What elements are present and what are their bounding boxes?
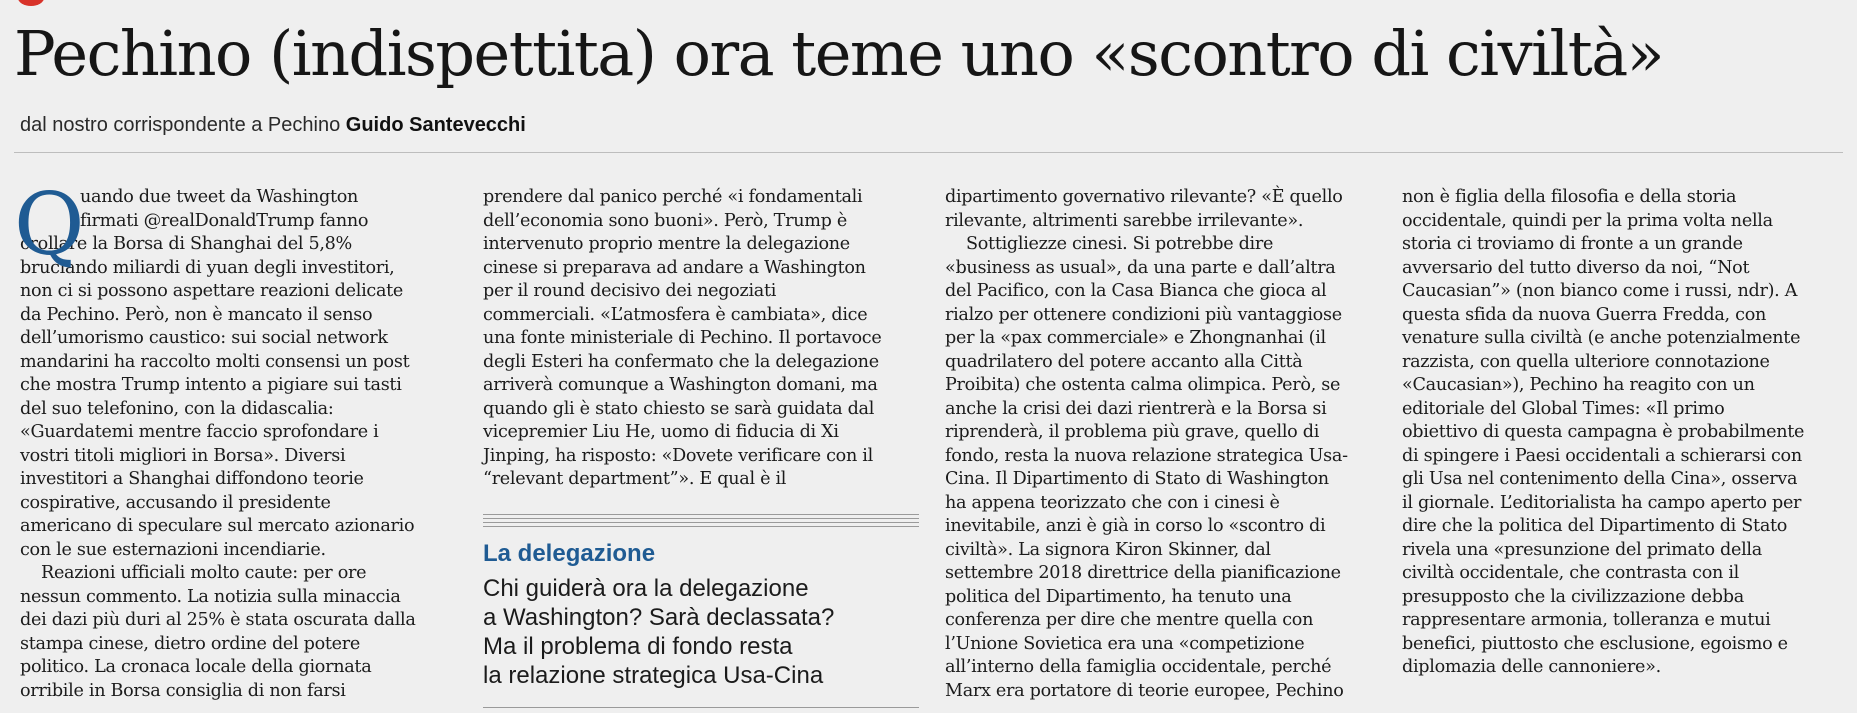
text-line: all’interno della famiglia occidentale, perché xyxy=(945,657,1332,677)
article-column-1 xyxy=(14,175,440,703)
text-line: avversario del tutto diverso da noi, “Not xyxy=(1402,257,1750,278)
text-line: firmati @realDonaldTrump fanno xyxy=(80,210,369,231)
text-line: rilevante, altrimenti sarebbe irrilevante». xyxy=(945,210,1304,231)
text-line: “relevant department”». E qual è il xyxy=(483,469,787,489)
sidebar-box-line: a Washington? Sarà declassata? xyxy=(483,604,835,631)
text-line: razzista, con quella ulteriore connotazione xyxy=(1402,351,1770,372)
text-line: per il round decisivo dei negoziati xyxy=(483,281,777,301)
text-line: nessun commento. La notizia sulla minaccia xyxy=(20,586,401,607)
text-line: dire che la politica del Dipartimento di Stato xyxy=(1402,516,1788,536)
sidebar-box-rules xyxy=(483,514,919,530)
text-line: questa sfida da nuova Guerra Fredda, con xyxy=(1402,304,1767,325)
text-line: il giornale. L’editorialista ha campo aperto per xyxy=(1402,492,1802,513)
text-span: Sottigliezze cinesi. Si potrebbe dire xyxy=(966,234,1274,254)
sidebar-box-text xyxy=(483,574,923,690)
text-line: dell’umorismo caustico: sui social network xyxy=(20,328,388,348)
text-line: «business as usual», da una parte e dall’altra xyxy=(945,257,1336,278)
text-span: Reazioni ufficiali molto caute: per ore xyxy=(41,563,367,583)
text-line: Proibita) che ostenta calma olimpica. Però, se xyxy=(945,375,1341,395)
text-line: rivela una «presunzione del primato della xyxy=(1402,539,1762,560)
text-line: investitori a Shanghai diffondono teorie xyxy=(20,469,364,489)
text-line: del Pacifico, con la Casa Bianca che gioca al xyxy=(945,281,1327,301)
text-line: occidentale, quindi per la prima volta nella xyxy=(1402,210,1773,231)
text-line: civiltà occidentale, che contrasta con il xyxy=(1402,563,1739,583)
text-line: editoriale del Global Times: «Il primo xyxy=(1402,398,1725,419)
text-line: degli Esteri ha confermato che la delegazione xyxy=(483,351,879,372)
text-line: del suo telefonino, con la didascalia: xyxy=(20,398,334,419)
text-line: l’Unione Sovietica era una «competizione xyxy=(945,633,1305,654)
text-line: uando due tweet da Washington xyxy=(80,187,359,207)
text-line: benefici, piuttosto che esclusione, egoismo e xyxy=(1402,633,1788,654)
text-line: mandarini ha raccolto molti consensi un post xyxy=(20,351,410,372)
text-line: di spingere i Paesi occidentali a schierarsi con xyxy=(1402,445,1802,466)
text-line: storia ci troviamo di fronte a un grande xyxy=(1402,234,1743,254)
text-line: Marx era portatore di teorie europee, Pechino xyxy=(945,680,1344,701)
sidebar-box-line: la relazione strategica Usa-Cina xyxy=(483,662,824,689)
sidebar-box-line: Chi guiderà ora la delegazione xyxy=(483,575,809,602)
text-line: presupposto che la civilizzazione debba xyxy=(1402,586,1744,607)
text-line-indent xyxy=(945,233,1365,257)
text-line: diplomazia delle cannoniere». xyxy=(1402,657,1661,677)
sidebar-box-title: La delegazione xyxy=(483,540,656,567)
byline-author: Guido Santevecchi xyxy=(345,114,526,136)
text-line: non è figlia della filosofia e della storia xyxy=(1402,187,1737,207)
text-line: politico. La cronaca locale della giornata xyxy=(20,657,372,677)
text-line: quando gli è stato chiesto se sarà guidata dal xyxy=(483,398,875,419)
text-line: intervenuto proprio mentre la delegazione xyxy=(483,234,850,254)
text-line: commerciali. «L’atmosfera è cambiata», dice xyxy=(483,304,868,325)
drop-cap: Q xyxy=(14,175,85,275)
text-line: vicepremier Liu He, uomo di fiducia di Xi xyxy=(483,422,839,442)
text-line: gli Usa nel contenimento della Cina», osserva xyxy=(1402,469,1798,489)
text-line: Jinping, ha risposto: «Dovete verificare con il xyxy=(483,445,873,466)
article-column-3 xyxy=(945,186,1365,703)
text-line: Caucasian”» (non bianco come i russi, ndr). A xyxy=(1402,281,1798,301)
byline-prefix: dal nostro corrispondente a Pechino xyxy=(20,114,341,136)
header-divider xyxy=(14,152,1843,153)
text-line: anche la crisi dei dazi rientrerà e la Borsa si xyxy=(945,398,1327,419)
text-line-indent xyxy=(20,562,440,586)
text-line: americano di speculare sul mercato azionario xyxy=(20,516,415,536)
text-line: che mostra Trump intento a pigiare sui tasti xyxy=(20,375,402,395)
text-line: ha appena teorizzato che con i cinesi è xyxy=(945,492,1280,513)
text-line: Cina. Il Dipartimento di Stato di Washington xyxy=(945,469,1329,489)
text-line: quadrilatero del potere accanto alla Città xyxy=(945,351,1303,372)
text-line: con le sue esternazioni incendiarie. xyxy=(20,539,326,560)
text-line: da Pechino. Però, non è mancato il senso xyxy=(20,304,373,325)
text-line: vostri titoli migliori in Borsa». Diversi xyxy=(20,445,346,466)
article-column-4 xyxy=(1402,186,1842,680)
text-line: cinese si preparava ad andare a Washington xyxy=(483,257,866,278)
text-line: politica del Dipartimento, ha tenuto una xyxy=(945,586,1292,607)
text-line: dei dazi più duri al 25% è stata oscurata dalla xyxy=(20,610,416,630)
text-line: riprenderà, il problema più grave, quello di xyxy=(945,422,1320,442)
text-line: prendere dal panico perché «i fondamentali xyxy=(483,187,863,207)
sidebar-box-line: Ma il problema di fondo resta xyxy=(483,633,793,660)
text-line: fondo, resta la nuova relazione strategica Usa- xyxy=(945,445,1348,466)
text-line: crollare la Borsa di Shanghai del 5,8% xyxy=(20,234,352,254)
text-line: stampa cinese, dietro ordine del potere xyxy=(20,633,361,654)
sidebar-box-bottom-rule xyxy=(483,707,919,708)
text-line: una fonte ministeriale di Pechino. Il portavoce xyxy=(483,328,882,348)
text-line: conferenza per dire che mentre quella con xyxy=(945,610,1314,630)
text-line: non ci si possono aspettare reazioni delicate xyxy=(20,281,404,301)
text-line: bruciando miliardi di yuan degli investitori, xyxy=(20,257,395,278)
text-line: rialzo per ottenere condizioni più vantaggiose xyxy=(945,304,1342,325)
text-line: civiltà». La signora Kiron Skinner, dal xyxy=(945,539,1271,560)
headline: Pechino (indispettita) ora teme uno «scontro di civiltà» xyxy=(14,17,1664,90)
text-line: inevitabile, anzi è già in corso lo «scontro di xyxy=(945,516,1326,536)
text-line: rappresentare armonia, tolleranza e mutui xyxy=(1402,610,1771,630)
text-line: dell’economia sono buoni». Però, Trump è xyxy=(483,210,847,231)
text-line: orribile in Borsa consiglia di non farsi xyxy=(20,680,346,701)
text-line: «Caucasian»), Pechino ha reagito con un xyxy=(1402,375,1755,395)
text-line: settembre 2018 direttrice della pianificazione xyxy=(945,563,1341,583)
text-line: cospirative, accusando il presidente xyxy=(20,492,331,513)
article-column-2 xyxy=(483,186,903,492)
text-line: dipartimento governativo rilevante? «È quello xyxy=(945,187,1343,207)
text-line: per la «pax commerciale» e Zhongnanhai (il xyxy=(945,328,1326,348)
text-line: «Guardatemi mentre faccio sprofondare i xyxy=(20,422,379,442)
text-line: obiettivo di questa campagna è probabilmente xyxy=(1402,422,1805,442)
byline xyxy=(20,114,526,137)
text-line: venature sulla civiltà (e anche potenzialmente xyxy=(1402,328,1801,348)
text-line: arriverà comunque a Washington domani, ma xyxy=(483,375,878,395)
